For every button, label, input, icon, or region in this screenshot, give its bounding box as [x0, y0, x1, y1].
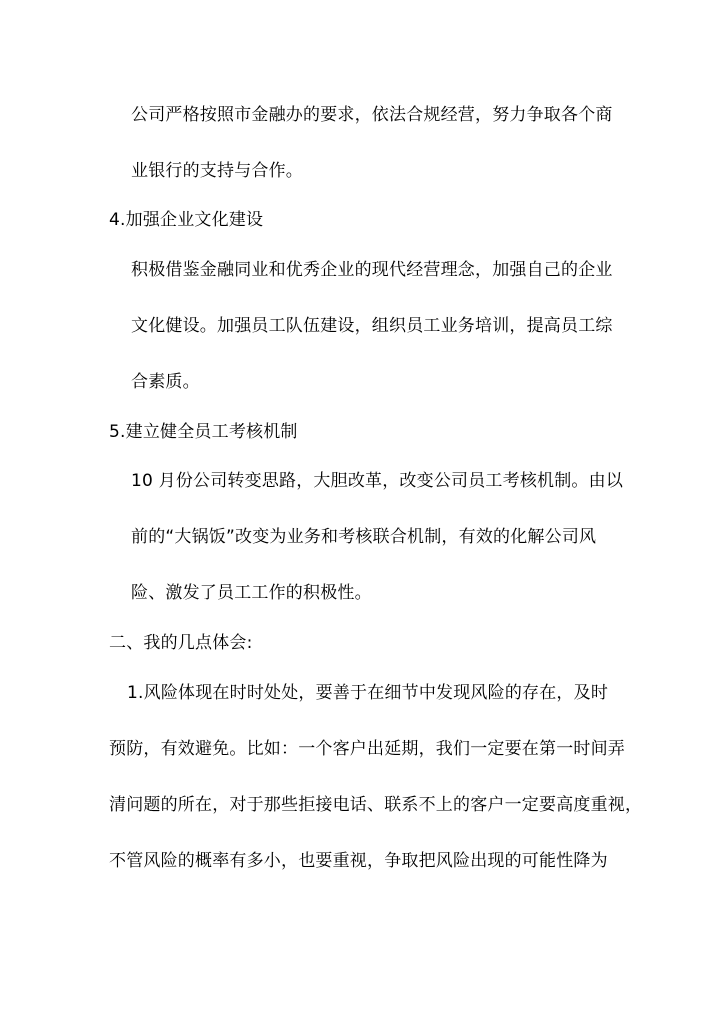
- paragraph-line: 公司严格按照市金融办的要求，依法合规经营，努力争取各个商: [131, 105, 613, 125]
- paragraph-line: 1.风险体现在时时处处，要善于在细节中发现风险的存在，及时: [127, 683, 609, 703]
- paragraph-line: 预防，有效避免。比如：一个客户出延期，我们一定要在第一时间弄: [109, 739, 625, 759]
- paragraph-line: 积极借鉴金融同业和优秀企业的现代经营理念，加强自己的企业: [131, 260, 613, 280]
- section-heading: 5.建立健全员工考核机制: [109, 422, 298, 442]
- paragraph-line: 险、激发了员工工作的积极性。: [131, 583, 372, 603]
- paragraph-line: 合素质。: [131, 372, 200, 392]
- paragraph-line: 前的“大锅饭”改变为业务和考核联合机制，有效的化解公司风: [131, 527, 597, 547]
- paragraph-line: 10 月份公司转变思路，大胆改革，改变公司员工考核机制。由以: [131, 471, 624, 491]
- paragraph-line: 清问题的所在，对于那些拒接电话、联系不上的客户一定要高度重视，: [109, 795, 643, 815]
- paragraph-line: 不管风险的概率有多小，也要重视，争取把风险出现的可能性降为: [109, 851, 608, 871]
- section-heading: 二、我的几点体会:: [109, 633, 253, 653]
- paragraph-line: 业银行的支持与合作。: [131, 161, 303, 181]
- paragraph-line: 文化健设。加强员工队伍建设，组织员工业务培训，提高员工综: [131, 316, 613, 336]
- section-heading: 4.加强企业文化建设: [109, 210, 264, 230]
